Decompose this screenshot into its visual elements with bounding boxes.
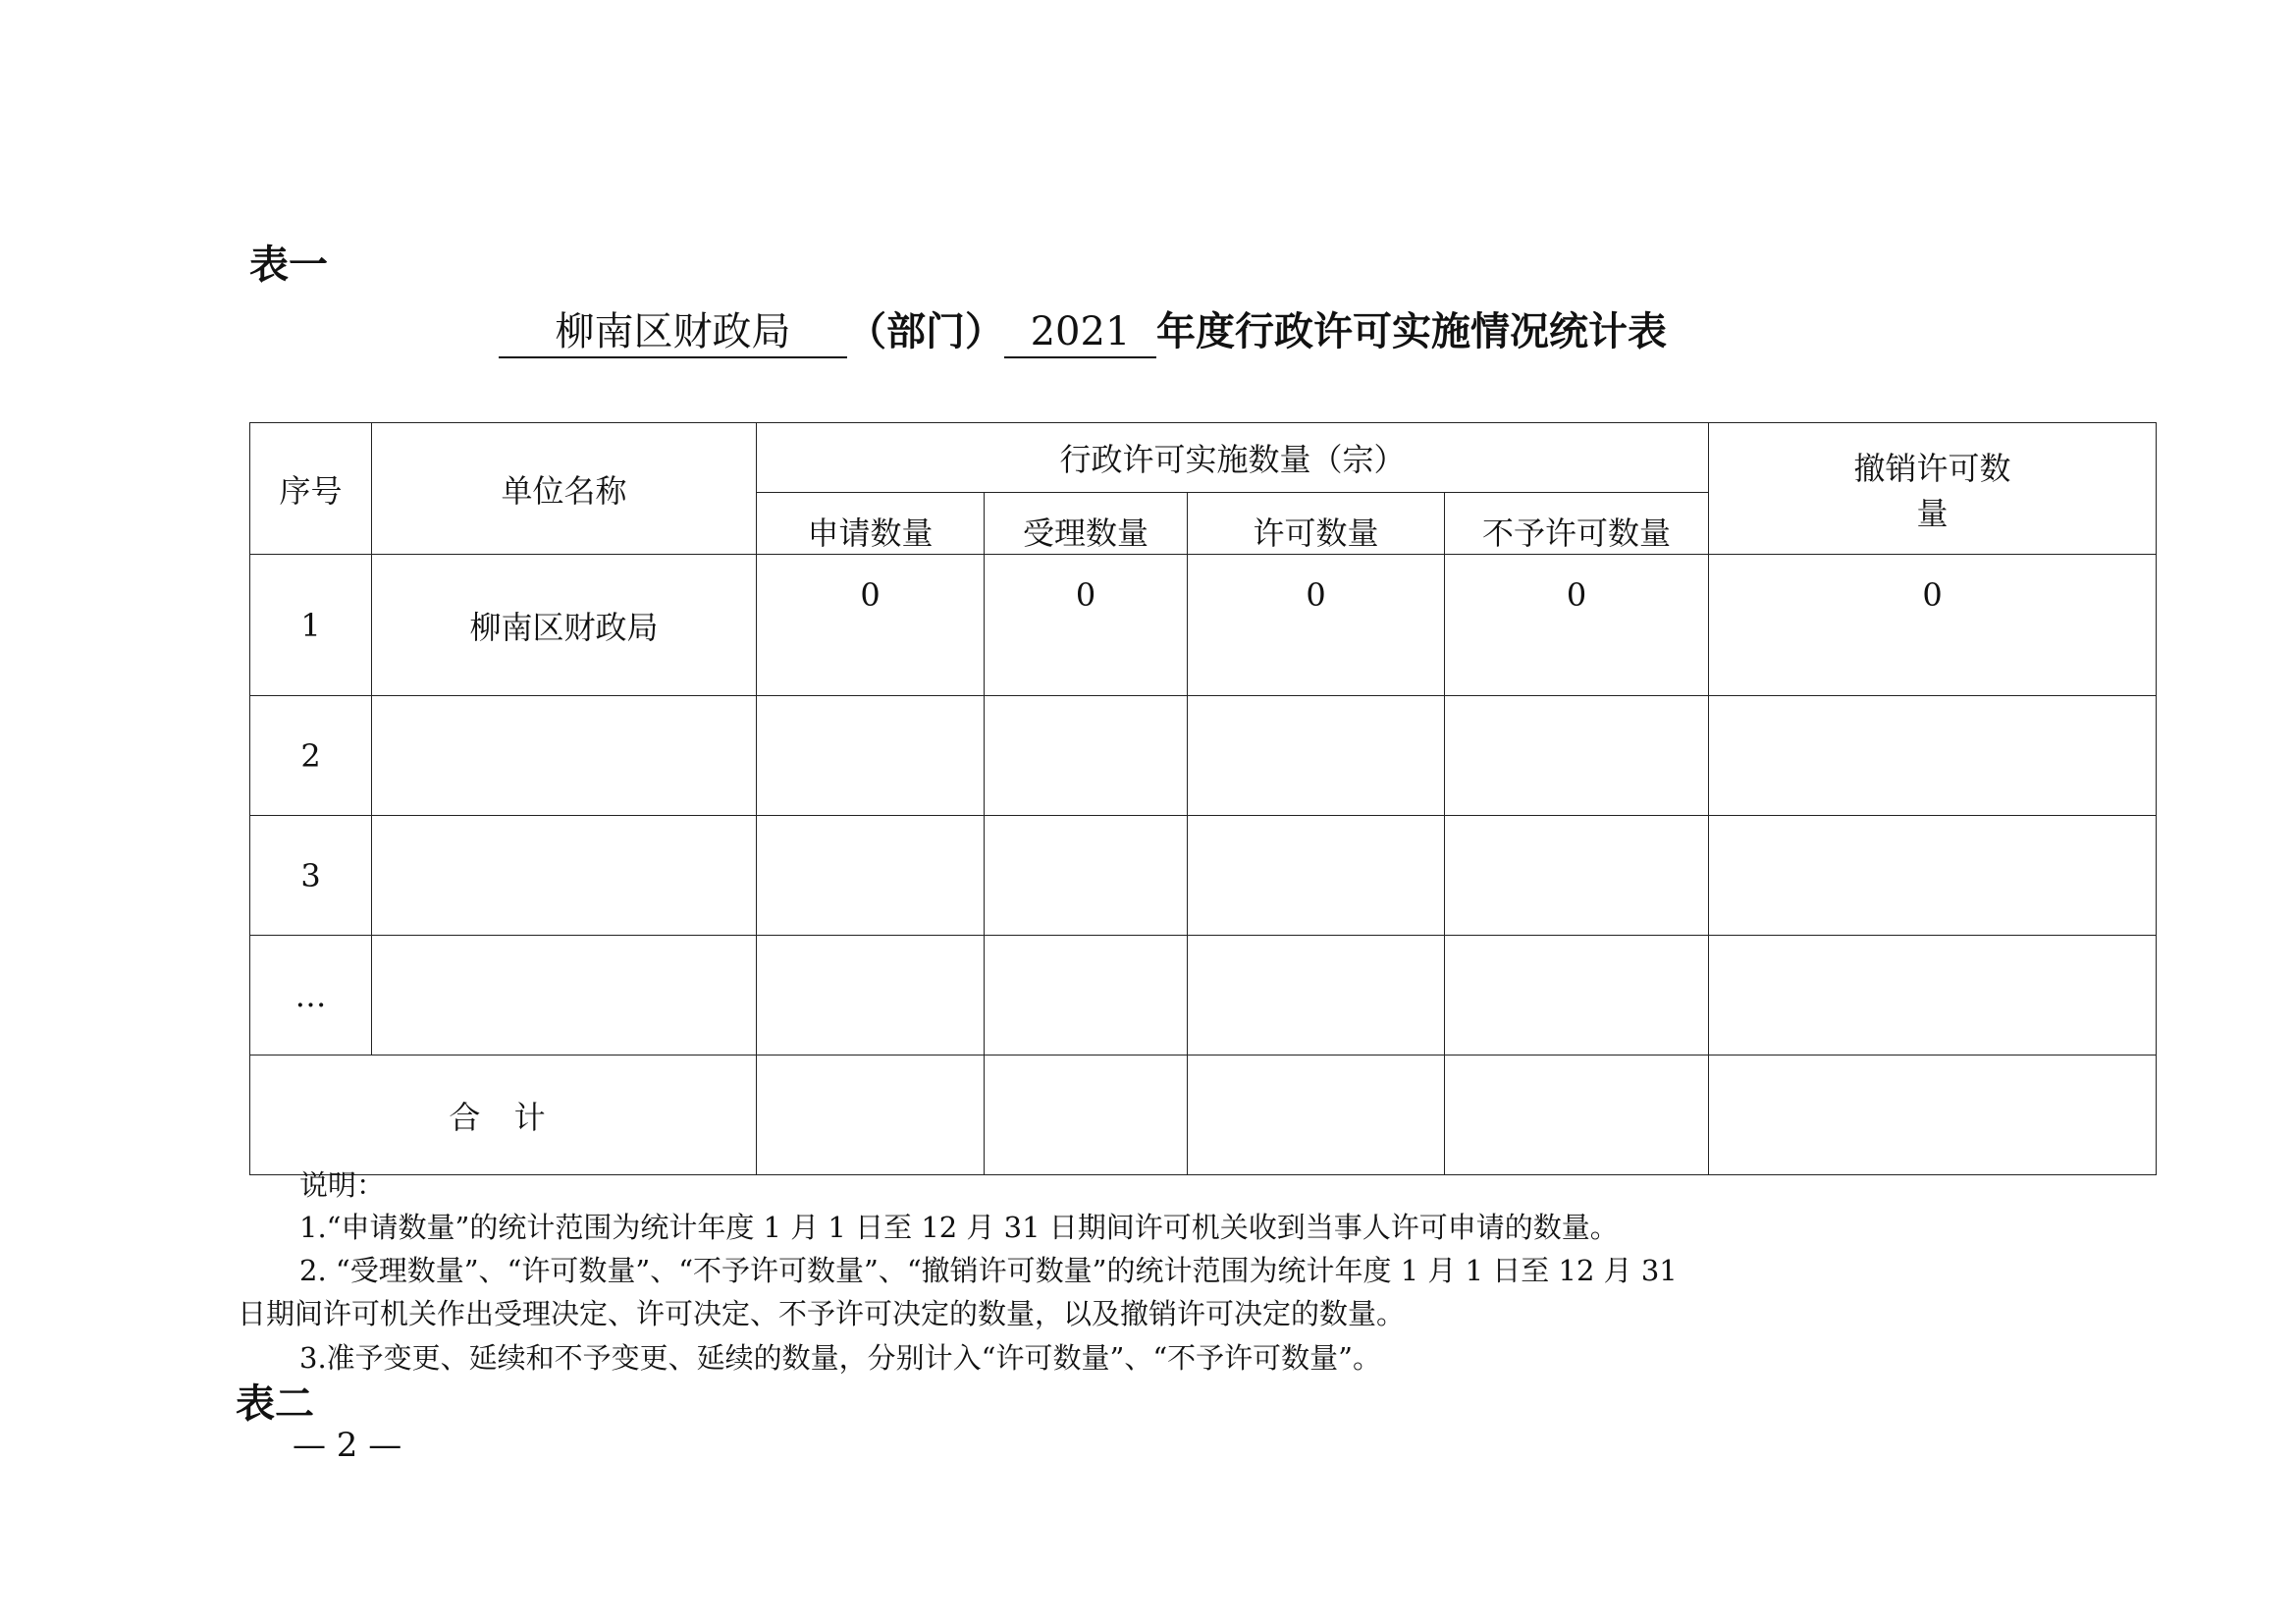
cell-revoke: [1709, 936, 2157, 1056]
cell-apply: 0: [757, 555, 985, 696]
note-2-line2: 日期间许可机关作出受理决定、许可决定、不予许可决定的数量，以及撤销许可决定的数量。: [238, 1297, 1406, 1330]
cell-deny: [1445, 816, 1709, 936]
cell-revoke: 0: [1709, 555, 2157, 696]
statistics-table: [249, 422, 2157, 1175]
total-accept: [985, 1056, 1188, 1175]
cell-permit: [1188, 696, 1445, 816]
cell-name: [372, 936, 757, 1056]
title-year: 2021: [1004, 307, 1156, 358]
total-apply: [757, 1056, 985, 1175]
cell-permit: [1188, 936, 1445, 1056]
table-one-label: 表一: [249, 243, 328, 288]
cell-accept: [985, 936, 1188, 1056]
header-revoke: [1709, 423, 2157, 555]
header-apply: 申请数量: [757, 493, 985, 555]
header-permit-group: 行政许可实施数量（宗）: [757, 423, 1709, 493]
cell-apply: [757, 696, 985, 816]
page-number: — 2 —: [293, 1426, 402, 1465]
cell-deny: [1445, 696, 1709, 816]
cell-seq: 2: [250, 696, 372, 816]
header-revoke-line1: 撤销许可数: [1853, 449, 2011, 487]
cell-revoke: [1709, 816, 2157, 936]
cell-name: [372, 696, 757, 816]
table-row: [250, 555, 2157, 696]
cell-accept: 0: [985, 555, 1188, 696]
notes-title: 说明：: [299, 1168, 386, 1202]
table-row: [250, 696, 2157, 816]
total-row: [250, 1056, 2157, 1175]
header-permit: 许可数量: [1188, 493, 1445, 555]
note-2-line1: 2. “受理数量”、“许可数量”、“不予许可数量”、“撤销许可数量”的统计范围为统计年度 1 月 1 日至 12 月 31: [299, 1254, 1678, 1287]
cell-deny: [1445, 936, 1709, 1056]
cell-permit: [1188, 816, 1445, 936]
cell-seq: 1: [250, 555, 372, 696]
title-dept-suffix: （部门）: [847, 309, 1004, 354]
cell-name: 柳南区财政局: [372, 555, 757, 696]
cell-seq: 3: [250, 816, 372, 936]
cell-accept: [985, 696, 1188, 816]
header-revoke-line2: 量: [1916, 494, 1949, 532]
note-1: 1.“申请数量”的统计范围为统计年度 1 月 1 日至 12 月 31 日期间许可机关收到当事人许可申请的数量。: [299, 1211, 1619, 1244]
title-department: 柳南区财政局: [499, 307, 847, 358]
note-3: 3.准予变更、延续和不予变更、延续的数量，分别计入“许可数量”、“不予许可数量”。: [299, 1341, 1381, 1375]
title-suffix: 年度行政许可实施情况统计表: [1156, 309, 1667, 354]
total-label: 合 计: [250, 1056, 757, 1175]
table-row: [250, 816, 2157, 936]
header-unit-name: 单位名称: [372, 423, 757, 555]
cell-permit: 0: [1188, 555, 1445, 696]
cell-deny: 0: [1445, 555, 1709, 696]
cell-revoke: [1709, 696, 2157, 816]
table-row: [250, 936, 2157, 1056]
report-title: [499, 300, 1667, 358]
table-two-label: 表二: [236, 1381, 314, 1427]
total-revoke: [1709, 1056, 2157, 1175]
total-deny: [1445, 1056, 1709, 1175]
cell-name: [372, 816, 757, 936]
cell-accept: [985, 816, 1188, 936]
cell-apply: [757, 936, 985, 1056]
cell-seq: …: [250, 936, 372, 1056]
total-permit: [1188, 1056, 1445, 1175]
header-deny: 不予许可数量: [1445, 493, 1709, 555]
header-seq: 序号: [250, 423, 372, 555]
cell-apply: [757, 816, 985, 936]
header-accept: 受理数量: [985, 493, 1188, 555]
